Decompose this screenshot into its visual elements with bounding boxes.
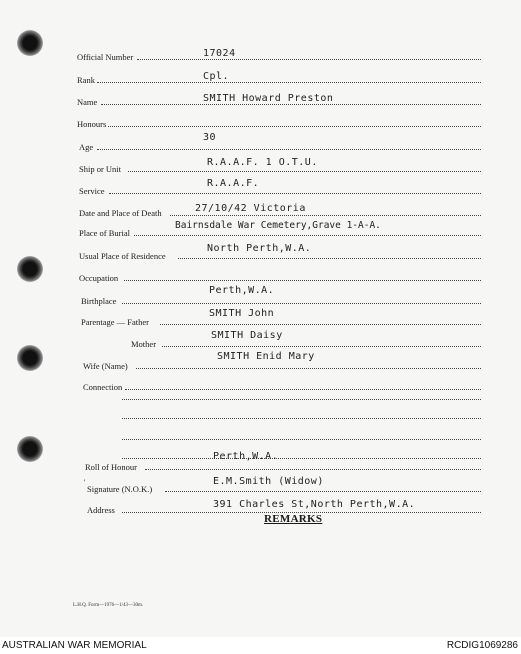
field-label: Mother [131, 339, 157, 349]
dotted-line [162, 346, 481, 347]
field-label: Rank [77, 75, 95, 85]
field-label: Place of Burial [79, 228, 130, 238]
dotted-line [122, 439, 481, 440]
field-rank [0, 67, 521, 85]
dotted-line [97, 149, 481, 150]
footer-bar [0, 637, 521, 654]
field-label: Name [77, 97, 98, 107]
field-father [0, 309, 521, 327]
field-label: Signature (N.O.K.) [87, 484, 153, 494]
field-label: Connection [83, 382, 123, 392]
field-value: R.A.A.F. [207, 178, 260, 189]
field-value: 30 [203, 132, 217, 143]
field-mother [0, 331, 521, 349]
dotted-line [97, 82, 481, 83]
field-roll-of-honour [0, 451, 521, 472]
field-address [0, 497, 521, 515]
remarks-heading: REMARKS [264, 513, 323, 525]
field-label: Birthplace [81, 296, 117, 306]
field-value: Cpl. [203, 71, 230, 82]
dotted-line [109, 193, 481, 194]
dotted-line [160, 324, 481, 325]
field-label: Occupation [79, 273, 119, 283]
field-ship-or-unit [0, 156, 521, 174]
field-value: 391 Charles St,North Perth,W.A. [213, 499, 416, 510]
field-value: SMITH John [209, 308, 275, 319]
field-label: Age [79, 142, 94, 152]
dotted-line [122, 303, 481, 304]
field-occupation [0, 265, 521, 283]
field-label: Parentage — Father [81, 317, 149, 327]
field-label: Address [87, 505, 115, 515]
field-service [0, 178, 521, 196]
form-number: L.H.Q. Form—1976—1/43—30m. [73, 603, 144, 608]
field-signature [0, 476, 521, 494]
connection-extra-line [0, 424, 521, 442]
field-value: SMITH Daisy [211, 330, 283, 341]
footer-source: AUSTRALIAN WAR MEMORIAL [2, 640, 147, 651]
connection-extra-line [0, 403, 521, 421]
field-value: North Perth,W.A. [207, 243, 312, 254]
dotted-line [122, 399, 481, 400]
field-label: Roll of Honour [85, 462, 137, 472]
field-label: Service [79, 186, 105, 196]
field-official-number [0, 44, 521, 62]
dotted-line [178, 258, 481, 259]
dotted-line [145, 469, 481, 470]
dotted-line [136, 368, 481, 369]
field-label: Honours [77, 119, 107, 129]
field-age [0, 134, 521, 152]
field-value: SMITH Howard Preston [203, 93, 334, 104]
field-place-of-burial [0, 220, 521, 238]
field-label: Wife (Name) [83, 361, 128, 371]
field-value: 17024 [203, 48, 236, 59]
field-name [0, 89, 521, 107]
footer-record-id: RCDIG1069286 [446, 640, 518, 651]
dotted-line [134, 235, 481, 236]
field-label: Ship or Unit [79, 164, 122, 174]
tick-mark: ' [84, 478, 86, 487]
field-label: Official Number [77, 52, 134, 62]
field-honours [0, 111, 521, 129]
field-label: Usual Place of Residence [79, 251, 166, 261]
dotted-line [122, 418, 481, 419]
dotted-line [137, 59, 481, 60]
field-value: 27/10/42 Victoria [195, 203, 306, 214]
field-value: Perth,W.A. [209, 285, 275, 296]
field-label: Date and Place of Death [79, 208, 162, 218]
field-date-place-death [0, 200, 521, 218]
field-birthplace [0, 285, 521, 306]
field-value: SMITH Enid Mary [217, 351, 315, 362]
field-value: E.M.Smith (Widow) [213, 476, 324, 487]
dotted-line [170, 215, 481, 216]
dotted-line [128, 171, 481, 172]
field-wife [0, 353, 521, 371]
field-value: Perth,W.A. [213, 451, 279, 462]
dotted-line [108, 126, 481, 127]
dotted-line [124, 280, 481, 281]
field-value: R.A.A.F. 1 O.T.U. [207, 157, 318, 168]
dotted-line [165, 491, 481, 492]
connection-extra-line [0, 384, 521, 402]
field-value: Bairnsdale War Cemetery,Grave 1-A-A. [175, 220, 381, 231]
field-usual-residence [0, 243, 521, 261]
